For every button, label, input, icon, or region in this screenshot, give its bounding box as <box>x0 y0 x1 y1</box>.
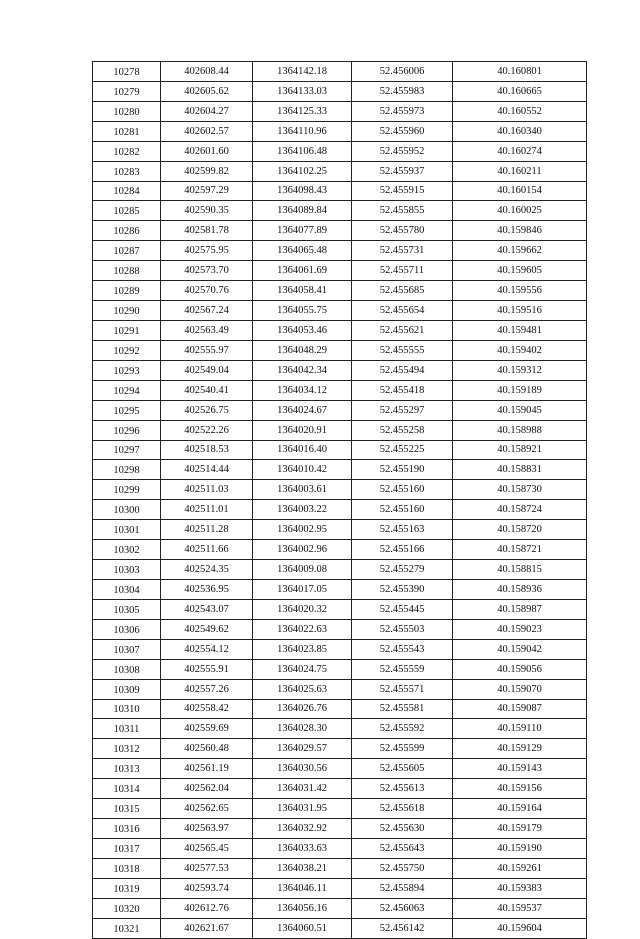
latitude-cell: 52.455555 <box>352 340 453 360</box>
point-id-cell: 10308 <box>93 659 161 679</box>
latitude-cell: 52.455618 <box>352 799 453 819</box>
table-row <box>93 420 587 440</box>
x-coordinate-cell: 402555.97 <box>161 340 253 360</box>
x-coordinate-cell: 402522.26 <box>161 420 253 440</box>
x-coordinate-cell: 402605.62 <box>161 81 253 101</box>
latitude-cell: 52.455731 <box>352 241 453 261</box>
table-row <box>93 898 587 918</box>
table-row <box>93 918 587 938</box>
y-coordinate-cell: 1364028.30 <box>253 719 352 739</box>
table-row <box>93 141 587 161</box>
table-row <box>93 759 587 779</box>
longitude-cell: 40.158988 <box>453 420 587 440</box>
y-coordinate-cell: 1364002.96 <box>253 540 352 560</box>
x-coordinate-cell: 402549.62 <box>161 619 253 639</box>
table-row <box>93 838 587 858</box>
table-row <box>93 819 587 839</box>
y-coordinate-cell: 1364102.25 <box>253 161 352 181</box>
table-row <box>93 540 587 560</box>
latitude-cell: 52.455543 <box>352 639 453 659</box>
longitude-cell: 40.160552 <box>453 101 587 121</box>
latitude-cell: 52.455297 <box>352 400 453 420</box>
x-coordinate-cell: 402543.07 <box>161 599 253 619</box>
latitude-cell: 52.455621 <box>352 320 453 340</box>
point-id-cell: 10303 <box>93 560 161 580</box>
y-coordinate-cell: 1364046.11 <box>253 878 352 898</box>
latitude-cell: 52.455160 <box>352 480 453 500</box>
longitude-cell: 40.159662 <box>453 241 587 261</box>
point-id-cell: 10295 <box>93 400 161 420</box>
point-id-cell: 10287 <box>93 241 161 261</box>
y-coordinate-cell: 1364030.56 <box>253 759 352 779</box>
y-coordinate-cell: 1364077.89 <box>253 221 352 241</box>
latitude-cell: 52.455494 <box>352 360 453 380</box>
table-row <box>93 480 587 500</box>
point-id-cell: 10294 <box>93 380 161 400</box>
latitude-cell: 52.456063 <box>352 898 453 918</box>
point-id-cell: 10302 <box>93 540 161 560</box>
x-coordinate-cell: 402608.44 <box>161 62 253 82</box>
longitude-cell: 40.158721 <box>453 540 587 560</box>
latitude-cell: 52.455952 <box>352 141 453 161</box>
longitude-cell: 40.159402 <box>453 340 587 360</box>
latitude-cell: 52.455643 <box>352 838 453 858</box>
longitude-cell: 40.159604 <box>453 918 587 938</box>
x-coordinate-cell: 402573.70 <box>161 261 253 281</box>
latitude-cell: 52.455780 <box>352 221 453 241</box>
latitude-cell: 52.455937 <box>352 161 453 181</box>
x-coordinate-cell: 402593.74 <box>161 878 253 898</box>
latitude-cell: 52.455894 <box>352 878 453 898</box>
x-coordinate-cell: 402581.78 <box>161 221 253 241</box>
point-id-cell: 10311 <box>93 719 161 739</box>
longitude-cell: 40.159516 <box>453 301 587 321</box>
y-coordinate-cell: 1364125.33 <box>253 101 352 121</box>
longitude-cell: 40.160340 <box>453 121 587 141</box>
point-id-cell: 10283 <box>93 161 161 181</box>
x-coordinate-cell: 402577.53 <box>161 858 253 878</box>
latitude-cell: 52.455711 <box>352 261 453 281</box>
table-row <box>93 380 587 400</box>
y-coordinate-cell: 1364042.34 <box>253 360 352 380</box>
x-coordinate-cell: 402549.04 <box>161 360 253 380</box>
table-row <box>93 201 587 221</box>
y-coordinate-cell: 1364033.63 <box>253 838 352 858</box>
latitude-cell: 52.456142 <box>352 918 453 938</box>
longitude-cell: 40.160211 <box>453 161 587 181</box>
table-row <box>93 181 587 201</box>
y-coordinate-cell: 1364034.12 <box>253 380 352 400</box>
latitude-cell: 52.455258 <box>352 420 453 440</box>
y-coordinate-cell: 1364061.69 <box>253 261 352 281</box>
point-id-cell: 10313 <box>93 759 161 779</box>
longitude-cell: 40.159189 <box>453 380 587 400</box>
y-coordinate-cell: 1364053.46 <box>253 320 352 340</box>
x-coordinate-cell: 402518.53 <box>161 440 253 460</box>
table-row <box>93 301 587 321</box>
point-id-cell: 10285 <box>93 201 161 221</box>
longitude-cell: 40.159556 <box>453 281 587 301</box>
x-coordinate-cell: 402524.35 <box>161 560 253 580</box>
y-coordinate-cell: 1364032.92 <box>253 819 352 839</box>
table-row <box>93 858 587 878</box>
y-coordinate-cell: 1364058.41 <box>253 281 352 301</box>
y-coordinate-cell: 1364098.43 <box>253 181 352 201</box>
longitude-cell: 40.158936 <box>453 579 587 599</box>
table-row <box>93 579 587 599</box>
x-coordinate-cell: 402597.29 <box>161 181 253 201</box>
latitude-cell: 52.455973 <box>352 101 453 121</box>
latitude-cell: 52.455445 <box>352 599 453 619</box>
point-id-cell: 10281 <box>93 121 161 141</box>
table-row <box>93 261 587 281</box>
x-coordinate-cell: 402621.67 <box>161 918 253 938</box>
y-coordinate-cell: 1364110.96 <box>253 121 352 141</box>
x-coordinate-cell: 402604.27 <box>161 101 253 121</box>
point-id-cell: 10286 <box>93 221 161 241</box>
point-id-cell: 10314 <box>93 779 161 799</box>
longitude-cell: 40.159537 <box>453 898 587 918</box>
table-row <box>93 599 587 619</box>
longitude-cell: 40.159312 <box>453 360 587 380</box>
x-coordinate-cell: 402514.44 <box>161 460 253 480</box>
longitude-cell: 40.159190 <box>453 838 587 858</box>
point-id-cell: 10307 <box>93 639 161 659</box>
longitude-cell: 40.159023 <box>453 619 587 639</box>
latitude-cell: 52.455503 <box>352 619 453 639</box>
table-row <box>93 440 587 460</box>
y-coordinate-cell: 1364022.63 <box>253 619 352 639</box>
y-coordinate-cell: 1364056.16 <box>253 898 352 918</box>
y-coordinate-cell: 1364060.51 <box>253 918 352 938</box>
longitude-cell: 40.159143 <box>453 759 587 779</box>
latitude-cell: 52.455654 <box>352 301 453 321</box>
longitude-cell: 40.159481 <box>453 320 587 340</box>
y-coordinate-cell: 1364038.21 <box>253 858 352 878</box>
x-coordinate-cell: 402599.82 <box>161 161 253 181</box>
latitude-cell: 52.455166 <box>352 540 453 560</box>
longitude-cell: 40.159129 <box>453 739 587 759</box>
y-coordinate-cell: 1364029.57 <box>253 739 352 759</box>
latitude-cell: 52.455613 <box>352 779 453 799</box>
table-row <box>93 619 587 639</box>
y-coordinate-cell: 1364065.48 <box>253 241 352 261</box>
y-coordinate-cell: 1364031.95 <box>253 799 352 819</box>
table-row <box>93 520 587 540</box>
x-coordinate-cell: 402575.95 <box>161 241 253 261</box>
x-coordinate-cell: 402570.76 <box>161 281 253 301</box>
point-id-cell: 10282 <box>93 141 161 161</box>
point-id-cell: 10297 <box>93 440 161 460</box>
latitude-cell: 52.456006 <box>352 62 453 82</box>
x-coordinate-cell: 402511.03 <box>161 480 253 500</box>
y-coordinate-cell: 1364002.95 <box>253 520 352 540</box>
longitude-cell: 40.158831 <box>453 460 587 480</box>
point-id-cell: 10279 <box>93 81 161 101</box>
point-id-cell: 10280 <box>93 101 161 121</box>
longitude-cell: 40.158815 <box>453 560 587 580</box>
x-coordinate-cell: 402563.97 <box>161 819 253 839</box>
y-coordinate-cell: 1364055.75 <box>253 301 352 321</box>
x-coordinate-cell: 402555.91 <box>161 659 253 679</box>
longitude-cell: 40.159846 <box>453 221 587 241</box>
latitude-cell: 52.455190 <box>352 460 453 480</box>
x-coordinate-cell: 402554.12 <box>161 639 253 659</box>
table-row <box>93 121 587 141</box>
x-coordinate-cell: 402563.49 <box>161 320 253 340</box>
y-coordinate-cell: 1364020.32 <box>253 599 352 619</box>
longitude-cell: 40.160154 <box>453 181 587 201</box>
longitude-cell: 40.160665 <box>453 81 587 101</box>
latitude-cell: 52.455855 <box>352 201 453 221</box>
longitude-cell: 40.160274 <box>453 141 587 161</box>
longitude-cell: 40.159042 <box>453 639 587 659</box>
longitude-cell: 40.159087 <box>453 699 587 719</box>
table-row <box>93 500 587 520</box>
table-row <box>93 81 587 101</box>
x-coordinate-cell: 402562.65 <box>161 799 253 819</box>
latitude-cell: 52.455571 <box>352 679 453 699</box>
table-row <box>93 62 587 82</box>
x-coordinate-cell: 402602.57 <box>161 121 253 141</box>
point-id-cell: 10310 <box>93 699 161 719</box>
longitude-cell: 40.158724 <box>453 500 587 520</box>
x-coordinate-cell: 402562.04 <box>161 779 253 799</box>
y-coordinate-cell: 1364142.18 <box>253 62 352 82</box>
point-id-cell: 10315 <box>93 799 161 819</box>
x-coordinate-cell: 402612.76 <box>161 898 253 918</box>
point-id-cell: 10291 <box>93 320 161 340</box>
point-id-cell: 10306 <box>93 619 161 639</box>
latitude-cell: 52.455750 <box>352 858 453 878</box>
x-coordinate-cell: 402511.01 <box>161 500 253 520</box>
point-id-cell: 10312 <box>93 739 161 759</box>
longitude-cell: 40.159383 <box>453 878 587 898</box>
y-coordinate-cell: 1364024.75 <box>253 659 352 679</box>
point-id-cell: 10321 <box>93 918 161 938</box>
longitude-cell: 40.159261 <box>453 858 587 878</box>
latitude-cell: 52.455581 <box>352 699 453 719</box>
y-coordinate-cell: 1364026.76 <box>253 699 352 719</box>
table-row <box>93 340 587 360</box>
point-id-cell: 10299 <box>93 480 161 500</box>
x-coordinate-cell: 402511.66 <box>161 540 253 560</box>
longitude-cell: 40.159056 <box>453 659 587 679</box>
y-coordinate-cell: 1364106.48 <box>253 141 352 161</box>
table-row <box>93 360 587 380</box>
x-coordinate-cell: 402536.95 <box>161 579 253 599</box>
latitude-cell: 52.455960 <box>352 121 453 141</box>
longitude-cell: 40.158987 <box>453 599 587 619</box>
point-id-cell: 10300 <box>93 500 161 520</box>
point-id-cell: 10309 <box>93 679 161 699</box>
longitude-cell: 40.159070 <box>453 679 587 699</box>
x-coordinate-cell: 402560.48 <box>161 739 253 759</box>
longitude-cell: 40.159110 <box>453 719 587 739</box>
longitude-cell: 40.158720 <box>453 520 587 540</box>
latitude-cell: 52.455390 <box>352 579 453 599</box>
point-id-cell: 10289 <box>93 281 161 301</box>
latitude-cell: 52.455592 <box>352 719 453 739</box>
point-id-cell: 10292 <box>93 340 161 360</box>
x-coordinate-cell: 402558.42 <box>161 699 253 719</box>
longitude-cell: 40.159605 <box>453 261 587 281</box>
y-coordinate-cell: 1364023.85 <box>253 639 352 659</box>
point-id-cell: 10298 <box>93 460 161 480</box>
table-row <box>93 779 587 799</box>
y-coordinate-cell: 1364003.61 <box>253 480 352 500</box>
point-id-cell: 10318 <box>93 858 161 878</box>
table-row <box>93 719 587 739</box>
longitude-cell: 40.160801 <box>453 62 587 82</box>
table-row <box>93 460 587 480</box>
coordinates-table-body <box>93 62 587 939</box>
table-row <box>93 560 587 580</box>
latitude-cell: 52.455685 <box>352 281 453 301</box>
latitude-cell: 52.455915 <box>352 181 453 201</box>
y-coordinate-cell: 1364003.22 <box>253 500 352 520</box>
table-row <box>93 699 587 719</box>
longitude-cell: 40.159164 <box>453 799 587 819</box>
point-id-cell: 10293 <box>93 360 161 380</box>
x-coordinate-cell: 402567.24 <box>161 301 253 321</box>
latitude-cell: 52.455160 <box>352 500 453 520</box>
longitude-cell: 40.159179 <box>453 819 587 839</box>
x-coordinate-cell: 402540.41 <box>161 380 253 400</box>
longitude-cell: 40.159156 <box>453 779 587 799</box>
latitude-cell: 52.455559 <box>352 659 453 679</box>
point-id-cell: 10288 <box>93 261 161 281</box>
point-id-cell: 10304 <box>93 579 161 599</box>
latitude-cell: 52.455630 <box>352 819 453 839</box>
latitude-cell: 52.455599 <box>352 739 453 759</box>
table-row <box>93 221 587 241</box>
x-coordinate-cell: 402590.35 <box>161 201 253 221</box>
point-id-cell: 10317 <box>93 838 161 858</box>
table-row <box>93 799 587 819</box>
y-coordinate-cell: 1364009.08 <box>253 560 352 580</box>
y-coordinate-cell: 1364010.42 <box>253 460 352 480</box>
point-id-cell: 10290 <box>93 301 161 321</box>
table-row <box>93 659 587 679</box>
x-coordinate-cell: 402526.75 <box>161 400 253 420</box>
y-coordinate-cell: 1364089.84 <box>253 201 352 221</box>
table-row <box>93 281 587 301</box>
point-id-cell: 10319 <box>93 878 161 898</box>
table-row <box>93 241 587 261</box>
x-coordinate-cell: 402565.45 <box>161 838 253 858</box>
table-row <box>93 639 587 659</box>
point-id-cell: 10316 <box>93 819 161 839</box>
longitude-cell: 40.160025 <box>453 201 587 221</box>
latitude-cell: 52.455983 <box>352 81 453 101</box>
coordinates-table <box>92 61 587 939</box>
longitude-cell: 40.158921 <box>453 440 587 460</box>
x-coordinate-cell: 402511.28 <box>161 520 253 540</box>
x-coordinate-cell: 402561.19 <box>161 759 253 779</box>
table-row <box>93 161 587 181</box>
table-row <box>93 878 587 898</box>
latitude-cell: 52.455225 <box>352 440 453 460</box>
x-coordinate-cell: 402601.60 <box>161 141 253 161</box>
x-coordinate-cell: 402559.69 <box>161 719 253 739</box>
x-coordinate-cell: 402557.26 <box>161 679 253 699</box>
point-id-cell: 10278 <box>93 62 161 82</box>
point-id-cell: 10305 <box>93 599 161 619</box>
table-row <box>93 739 587 759</box>
y-coordinate-cell: 1364025.63 <box>253 679 352 699</box>
point-id-cell: 10284 <box>93 181 161 201</box>
longitude-cell: 40.159045 <box>453 400 587 420</box>
latitude-cell: 52.455605 <box>352 759 453 779</box>
y-coordinate-cell: 1364024.67 <box>253 400 352 420</box>
point-id-cell: 10301 <box>93 520 161 540</box>
y-coordinate-cell: 1364133.03 <box>253 81 352 101</box>
point-id-cell: 10296 <box>93 420 161 440</box>
table-row <box>93 679 587 699</box>
y-coordinate-cell: 1364016.40 <box>253 440 352 460</box>
longitude-cell: 40.158730 <box>453 480 587 500</box>
y-coordinate-cell: 1364020.91 <box>253 420 352 440</box>
table-row <box>93 101 587 121</box>
y-coordinate-cell: 1364048.29 <box>253 340 352 360</box>
y-coordinate-cell: 1364017.05 <box>253 579 352 599</box>
latitude-cell: 52.455279 <box>352 560 453 580</box>
latitude-cell: 52.455418 <box>352 380 453 400</box>
table-row <box>93 320 587 340</box>
point-id-cell: 10320 <box>93 898 161 918</box>
y-coordinate-cell: 1364031.42 <box>253 779 352 799</box>
latitude-cell: 52.455163 <box>352 520 453 540</box>
table-row <box>93 400 587 420</box>
